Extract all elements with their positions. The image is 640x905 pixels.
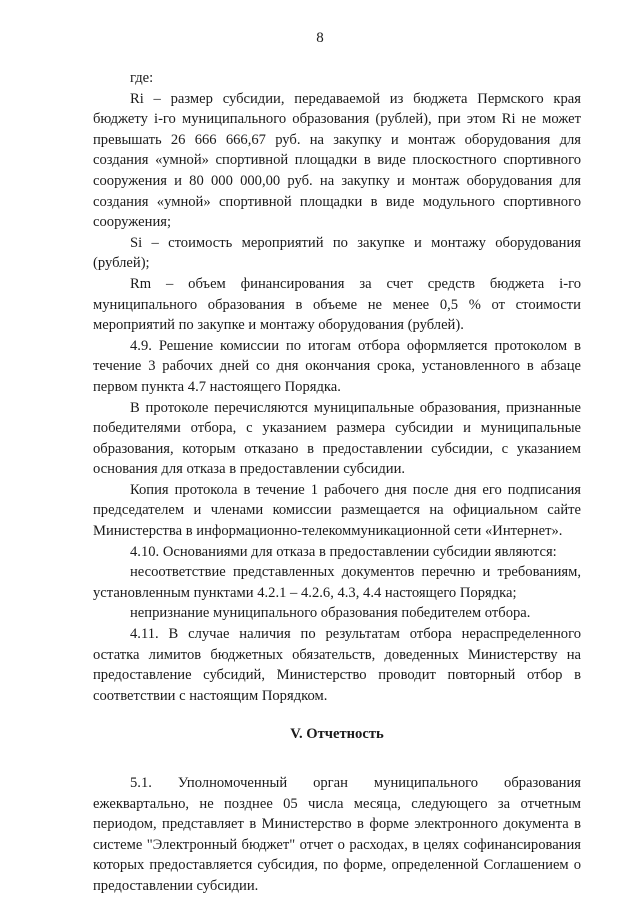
paragraph-rm-definition: Rm – объем финансирования за счет средств бюджета i-го муниципального образования в объеме не менее 0,5 % от стоимости мероприятий по закупке и монтажу оборудования (рублей). [93,275,581,334]
paragraph-where: где: [130,70,154,86]
section-heading-reporting: V. Отчетность [290,726,384,743]
paragraph-4-11: 4.11. В случае наличия по результатам отбора нераспределенного остатка лимитов бюджетных обязательств, доведенных Министерству на предоставление субсидий, Министерство проводит повторный отбор в соответствии с настоящим Порядком. [93,626,581,704]
paragraph-4-9: 4.9. Решение комиссии по итогам отбора оформляется протоколом в течение 3 рабочих дней со дня окончания срока, установленного в абзаце первом пункта 4.7 настоящего Порядка. [93,337,581,395]
paragraph-documents-mismatch: несоответствие представленных документов перечню и требованиям, установленным пунктами 4.2.1 – 4.2.6, 4.3, 4.4 настоящего Порядка; [93,564,581,601]
paragraph-protocol-copy: Копия протокола в течение 1 рабочего дня после дня его подписания председателем и членами комиссии размещается на официальном сайте Министерства в информационно-телекоммуникационной сети «Интернет». [93,481,581,540]
paragraph-not-winner: непризнание муниципального образования победителем отбора. [130,605,531,622]
document-body [93,68,581,897]
paragraph-5-1: 5.1. Уполномоченный орган муниципального образования ежеквартально, не позднее 05 числа месяца, следующего за отчетным периодом, представляет в Министерство в форме электронного документа в системе "Электронный бюджет" отчет о расходах, в целях софинансирования которых предоставляется субсидия, по форме, определенной Соглашением о предоставлении субсидии. [93,775,581,894]
paragraph-4-10: 4.10. Основаниями для отказа в предоставлении субсидии являются: [130,543,557,560]
page-number: 8 [316,30,324,46]
paragraph-si-definition: Si – стоимость мероприятий по закупке и монтажу оборудования (рублей); [93,234,581,272]
paragraph-ri-definition: Ri – размер субсидии, передаваемой из бюджета Пермского края бюджету i-го муниципального образования (рублей), при этом Ri не может превышать 26 666 666,67 руб. на закупку и монтаж оборудования для создания «умной» спортивной площадки в виде плоскостного спортивного сооружения и 80 000 000,00 руб. на закупку и монтаж оборудования для создания «умной» спортивной площадки в виде модульного спортивного сооружения; [93,90,581,231]
paragraph-protocol: В протоколе перечисляются муниципальные образования, признанные победителями отбора, с указанием размера субсидии и муниципальные образования, которым отказано в предоставлении субсидии, с указанием основания для отказа в предоставлении субсидии. [93,399,581,478]
